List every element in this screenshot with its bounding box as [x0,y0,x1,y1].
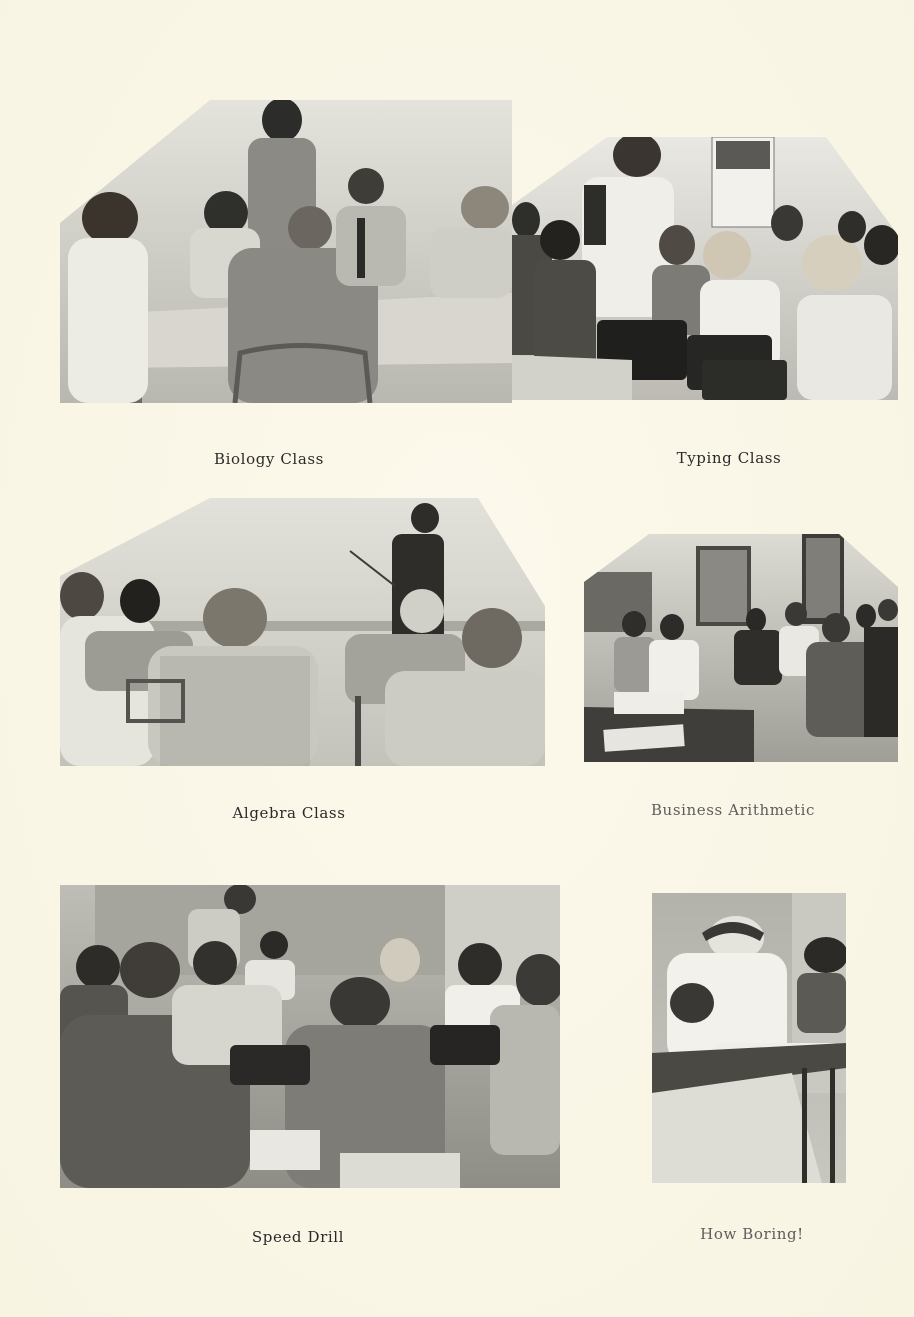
photo-business-arithmetic [584,532,898,762]
caption-how-boring: How Boring! [700,1225,804,1243]
caption-business-arithmetic: Business Arithmetic [650,801,816,819]
caption-biology-class: Biology Class [214,450,324,468]
caption-algebra-class: Algebra Class [232,804,346,822]
photo-speed-drill [60,885,560,1188]
photo-algebra-class [60,496,545,766]
photo-typing-class [512,135,898,400]
caption-speed-drill: Speed Drill [251,1228,345,1246]
photo-biology-class [60,98,512,403]
caption-typing-class: Typing Class [676,449,782,467]
photo-how-boring [652,893,846,1183]
